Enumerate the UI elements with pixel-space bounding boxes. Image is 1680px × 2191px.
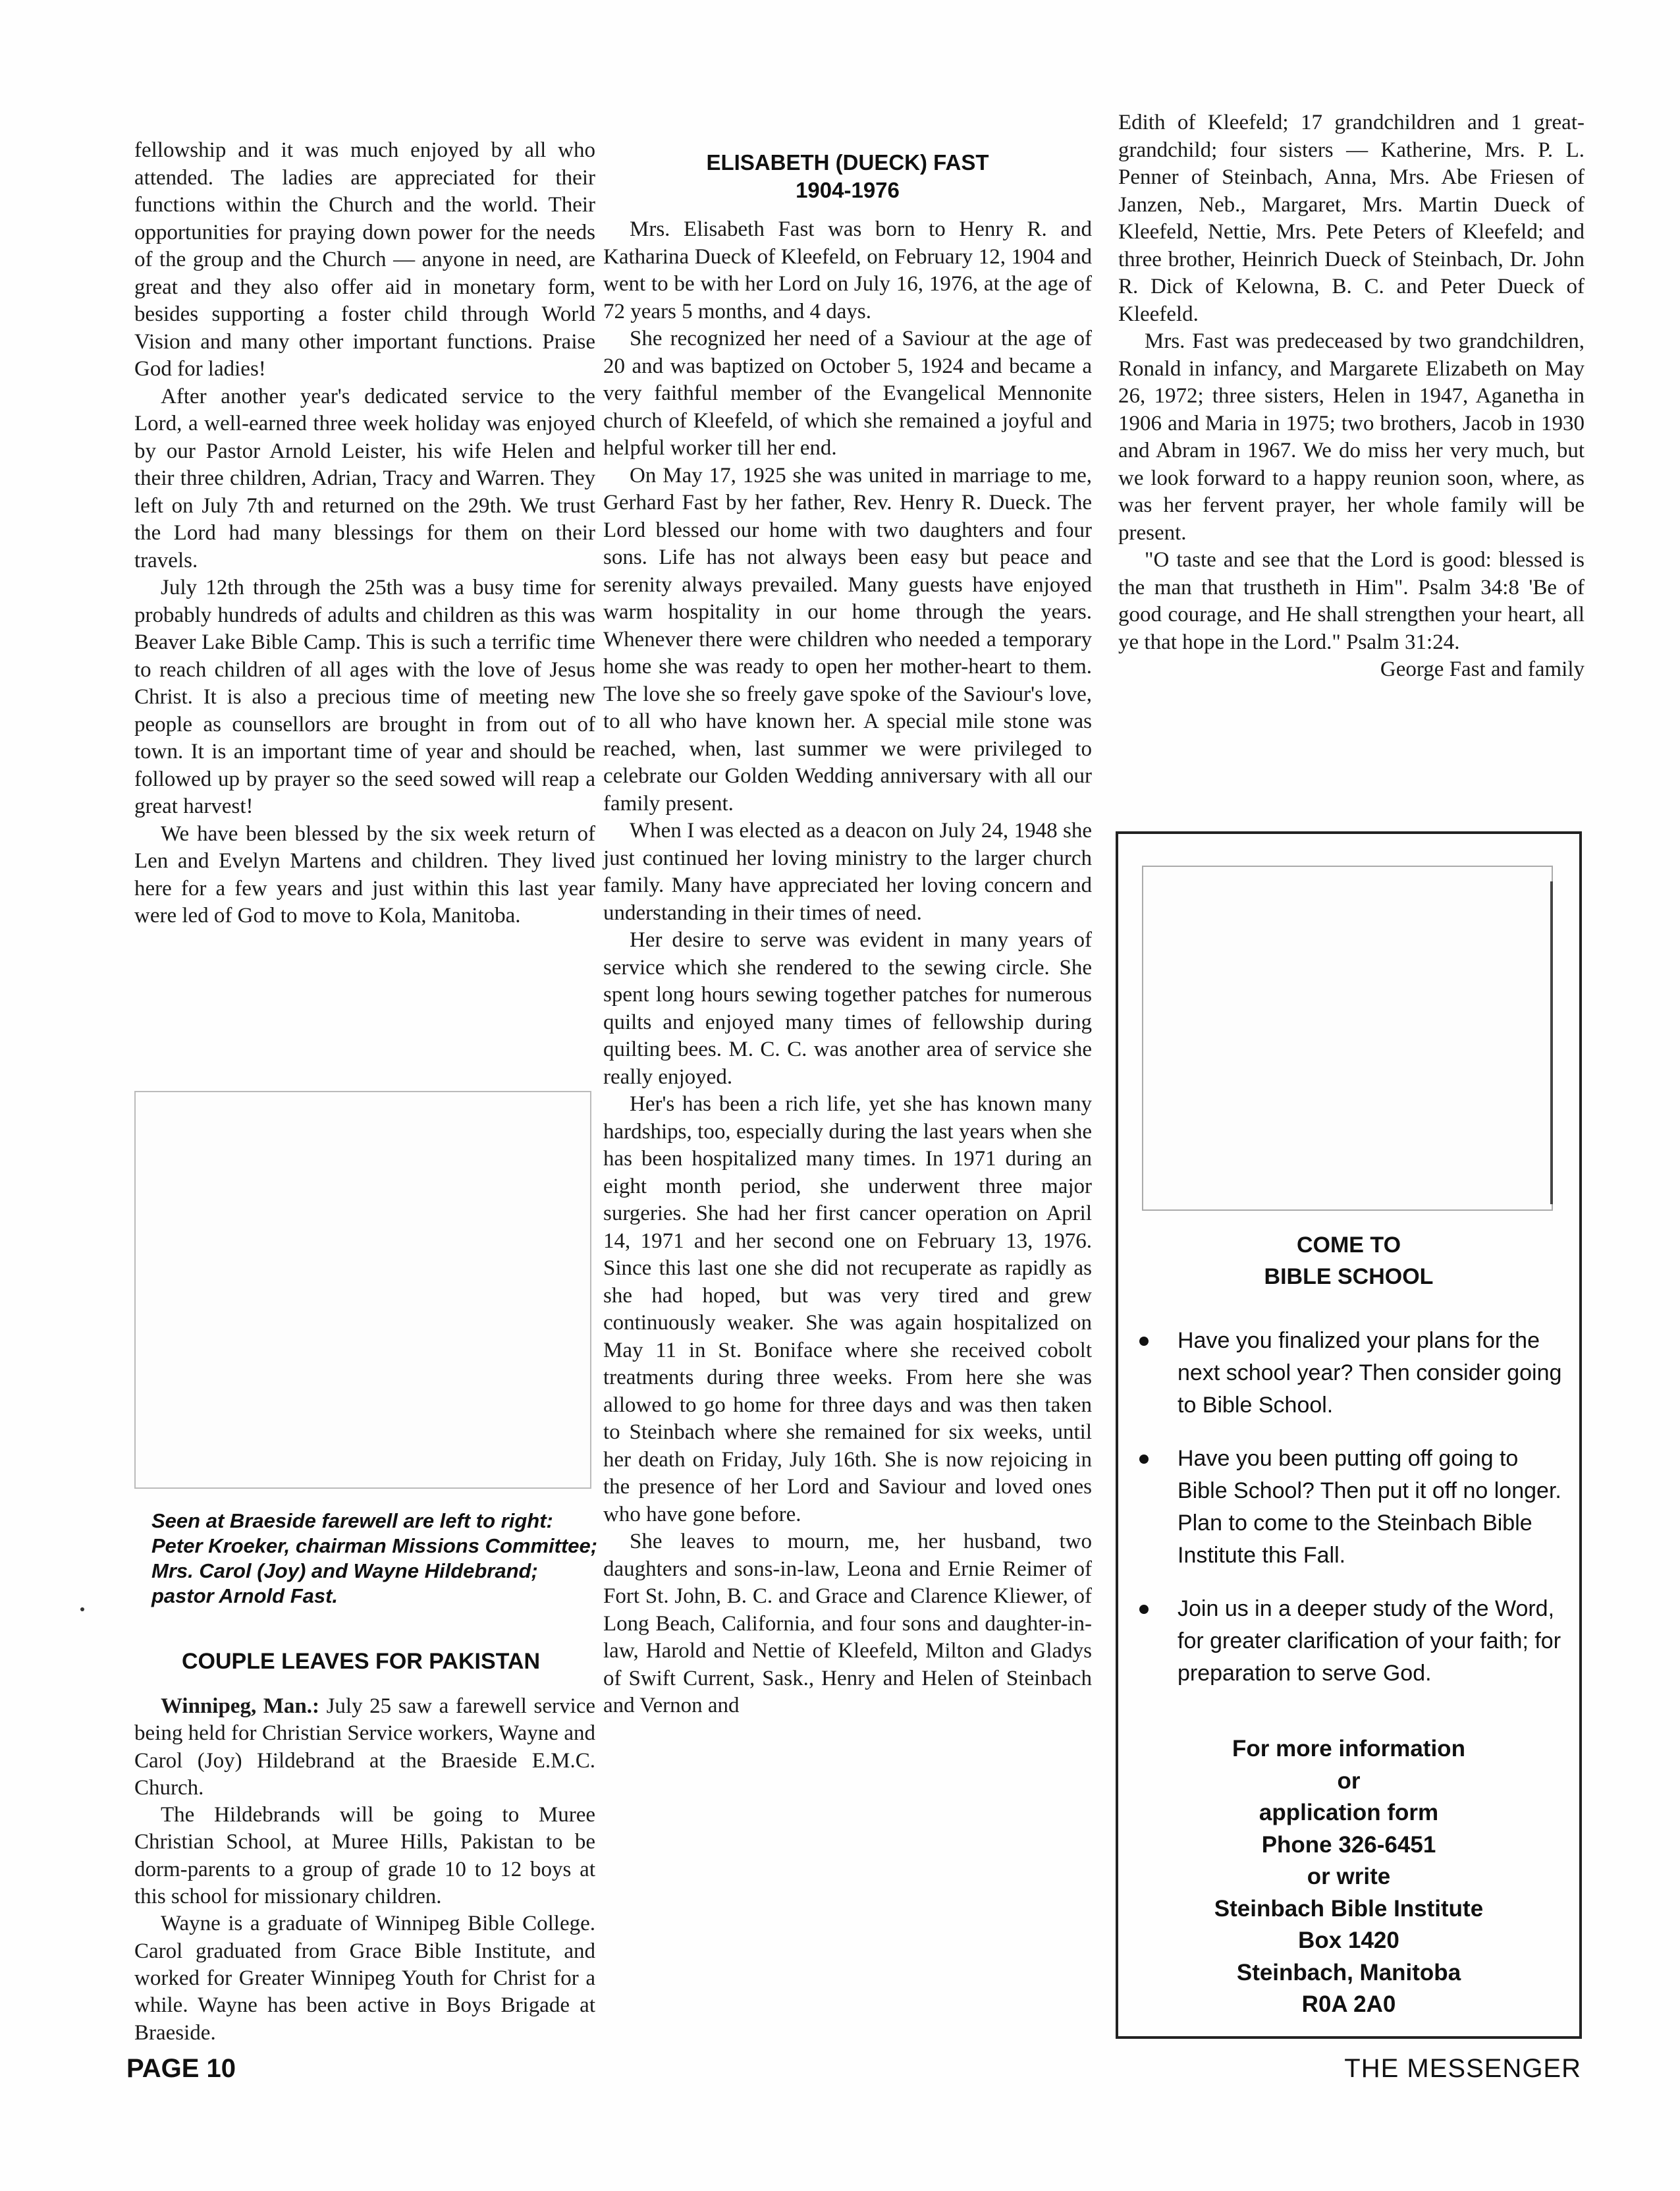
- ad-bullet-list: [1131, 1325, 1566, 1711]
- dateline: Winnipeg, Man.:: [161, 1694, 320, 1718]
- ad-box: Box 1420: [1298, 1928, 1399, 1953]
- ad-bullet-text: Have you finalized your plans for the next school year? Then consider going to Bible School.: [1178, 1328, 1562, 1418]
- photo-caption: Seen at Braeside farewell are left to right: Peter Kroeker, chairman Missions Committee; Mrs. Carol (Joy) and Wayne Hildebrand; pastor Arnold Fast.: [151, 1509, 598, 1607]
- news-paragraph: We have been blessed by the six week return of Len and Evelyn Martens and children. They lived here for a few years and just within this last year were led of God to move to Kola, Manitoba.: [134, 821, 595, 928]
- obituary-headline: [603, 149, 1092, 204]
- print-speck: [80, 1607, 84, 1611]
- ad-info-line: application form: [1259, 1800, 1439, 1825]
- obituary-paragraph: When I was elected as a deacon on July 24, 1948 she just continued her loving ministry to the larger church family. Many have appreciated her loving concern and understanding in their times of need.: [603, 819, 1092, 925]
- obituary-continued-column: [1118, 109, 1585, 684]
- ad-photo: [1142, 866, 1553, 1211]
- obituary-column: [603, 216, 1092, 1720]
- bullet-dot-icon: [1139, 1455, 1149, 1464]
- bullet-dot-icon: [1139, 1605, 1149, 1614]
- ad-title: [1118, 1229, 1579, 1292]
- news-paragraph: July 12th through the 25th was a busy time for probably hundreds of adults and children as this was Beaver Lake Bible Camp. This is such a terrific time to reach children of all ages with the love of Jesus Christ. It is also a precious time of meeting new people as counsellors are brought in from out of town. It is an important time of year and should be followed up by prayer so the seed sowed will reap a great harvest!: [134, 576, 595, 818]
- ad-bullet: [1131, 1593, 1566, 1690]
- obituary-paragraph: Her's has been a rich life, yet she has known many hardships, too, especially during the last years when she has been hospitalized many times. In 1971 during an eight month period, she underwent three major surgeries. She had her first cancer operation on April 14, 1971 and her second one on February 13, 1976. Since this last one she did not recuperate as rapidly as she had hoped, but was very tired and grew continuously weaker. She was again hospitalized on May 11 in St. Boniface where she received cobolt treatments during three weeks. From here she was allowed to go home for three days and was then taken to Steinbach where she remained for six weeks, until her death on Friday, July 16th. She is now rejoicing in the presence of her Lord and Saviour and loved ones who have gone before.: [603, 1092, 1092, 1526]
- obituary-paragraph: Mrs. Fast was predeceased by two grandchildren, Ronald in infancy, and Margarete Elizabeth on May 26, 1972; three sisters, Helen in 1947, Aganetha in 1906 and Maria in 1975; two brothers, Jacob in 1930 and Abram in 1967. We do miss her very much, but we look forward to a happy reunion soon, where, as was her fervent prayer, her whole family will be present.: [1118, 329, 1585, 545]
- ad-info-line: For more information: [1232, 1736, 1465, 1761]
- obituary-paragraph: Her desire to serve was evident in many years of service which she rendered to the sewing circle. She spent long hours sewing together patches for numerous quilts and enjoyed many times of fellowship during quilting bees. M. C. C. was another area of service she really enjoyed.: [603, 928, 1092, 1089]
- ad-city: Steinbach, Manitoba: [1236, 1959, 1461, 1985]
- church-news-column: [134, 137, 595, 930]
- ad-info-line: or: [1337, 1767, 1361, 1794]
- ad-institute-name: Steinbach Bible Institute: [1214, 1895, 1484, 1922]
- pakistan-lead: July 25 saw a farewell service being held for Christian Service workers, Wayne and Carol (Joy) Hildebrand at the Braeside E.M.C. Church.: [134, 1694, 595, 1800]
- ad-bullet: [1131, 1443, 1566, 1572]
- obituary-paragraph: Edith of Kleefeld; 17 grandchildren and 1 great-grandchild; four sisters — Katherine, Mrs. P. L. Penner of Steinbach, Anna, Mrs. Abe Friesen of Janzen, Neb., Margaret, Mrs. Martin Dueck of Kleefeld, Nettie, Mrs. Pete Peters of Kleefeld; and three brother, Heinrich Dueck of Steinbach, Dr. John R. Dick of Kelowna, B. C. and Peter Dueck of Kleefeld.: [1118, 111, 1585, 326]
- publication-name: THE MESSENGER: [1344, 2054, 1581, 2083]
- page-number: PAGE 10: [126, 2054, 236, 2083]
- obituary-name: ELISABETH (DUECK) FAST: [706, 150, 989, 175]
- pakistan-article: [134, 1693, 595, 2047]
- obituary-paragraph: She recognized her need of a Saviour at the age of 20 and was baptized on October 5, 1924 and became a very faithful member of the Evangelical Mennonite church of Kleefeld, of which she remained a joyful and helpful worker till her end.: [603, 327, 1092, 460]
- ad-title-line: COME TO: [1296, 1233, 1401, 1258]
- ad-info-line: or write: [1307, 1864, 1391, 1889]
- pakistan-paragraph: The Hildebrands will be going to Muree Christian School, at Muree Hills, Pakistan to be dorm-parents to a group of grade 10 to 12 boys at this school for missionary children.: [134, 1803, 595, 1909]
- obituary-signature: George Fast and family: [1380, 657, 1585, 681]
- news-paragraph: fellowship and it was much enjoyed by all who attended. The ladies are appreciated for their functions within the Church and the world. Their opportunities for praying down power for the needs of the group and the Church — anyone in need, are great and they also offer aid in monetary form, besides supporting a foster child through World Vision and many other important functions. Praise God for ladies!: [134, 138, 595, 381]
- obituary-paragraph: Mrs. Elisabeth Fast was born to Henry R. and Katharina Dueck of Kleefeld, on February 12, 1904 and went to be with her Lord on July 16, 1976, at the age of 72 years 5 months, and 4 days.: [603, 217, 1092, 323]
- obituary-paragraph: "O taste and see that the Lord is good: blessed is the man that trustheth in Him". Psalm 34:8 'Be of good courage, and He shall strengthen your heart, all ye that hope in the Lord." Psalm 31:24.: [1118, 548, 1585, 654]
- obituary-paragraph: She leaves to mourn, me, her husband, two daughters and sons-in-law, Leona and Ernie Reimer of Fort St. John, B. C. and Grace and Clarence Kliewer, of Long Beach, California, and four sons and daughter-in-law, Harold and Nettie of Kleefeld, Milton and Gladys of Swift Current, Sask., Henry and Helen of Steinbach and Vernon and: [603, 1530, 1092, 1717]
- ad-title-line: BIBLE SCHOOL: [1264, 1264, 1434, 1289]
- ad-postal-code: R0A 2A0: [1301, 1991, 1396, 2017]
- bible-school-ad: [1116, 831, 1582, 2039]
- news-paragraph: After another year's dedicated service to the Lord, a well-earned three week holiday was enjoyed by our Pastor Arnold Leister, his wife Helen and their three children, Adrian, Tracy and Warren. They left on July 7th and returned on the 29th. We trust the Lord had many blessings for them on their travels.: [134, 384, 595, 572]
- obituary-years: 1904-1976: [796, 178, 900, 202]
- ad-bullet-text: Have you been putting off going to Bible School? Then put it off no longer. Plan to come to the Steinbach Bible Institute this Fall.: [1178, 1446, 1561, 1568]
- ad-bullet: [1131, 1325, 1566, 1422]
- pakistan-paragraph: [134, 1693, 595, 1802]
- obituary-paragraph: On May 17, 1925 she was united in marriage to me, Gerhard Fast by her father, Rev. Henry R. Dueck. The Lord blessed our home with two daughters and four sons. Life has not always been easy but peace and serenity always prevailed. Many guests have enjoyed warm hospitality in our home through the years. Whenever there were children who needed a temporary home she was ready to open her mother-heart to them. The love she so freely gave spoke of the Saviour's love, to all who have known her. A special mile stone was reached, when, last summer we were privileged to celebrate our Golden Wedding anniversary with all our family present.: [603, 463, 1092, 816]
- bullet-dot-icon: [1139, 1337, 1149, 1346]
- farewell-photo: [134, 1091, 591, 1489]
- ad-bullet-text: Join us in a deeper study of the Word, for greater clarification of your faith; for preparation to serve God.: [1178, 1596, 1561, 1686]
- pakistan-headline: COUPLE LEAVES FOR PAKISTAN: [181, 1649, 541, 1674]
- ad-contact-info: [1118, 1733, 1579, 2021]
- ad-phone: Phone 326-6451: [1261, 1831, 1436, 1858]
- pakistan-paragraph: Wayne is a graduate of Winnipeg Bible College. Carol graduated from Grace Bible Institute, and worked for Greater Winnipeg Youth for Christ for a while. Wayne has been active in Boys Brigade at Braeside.: [134, 1912, 595, 2045]
